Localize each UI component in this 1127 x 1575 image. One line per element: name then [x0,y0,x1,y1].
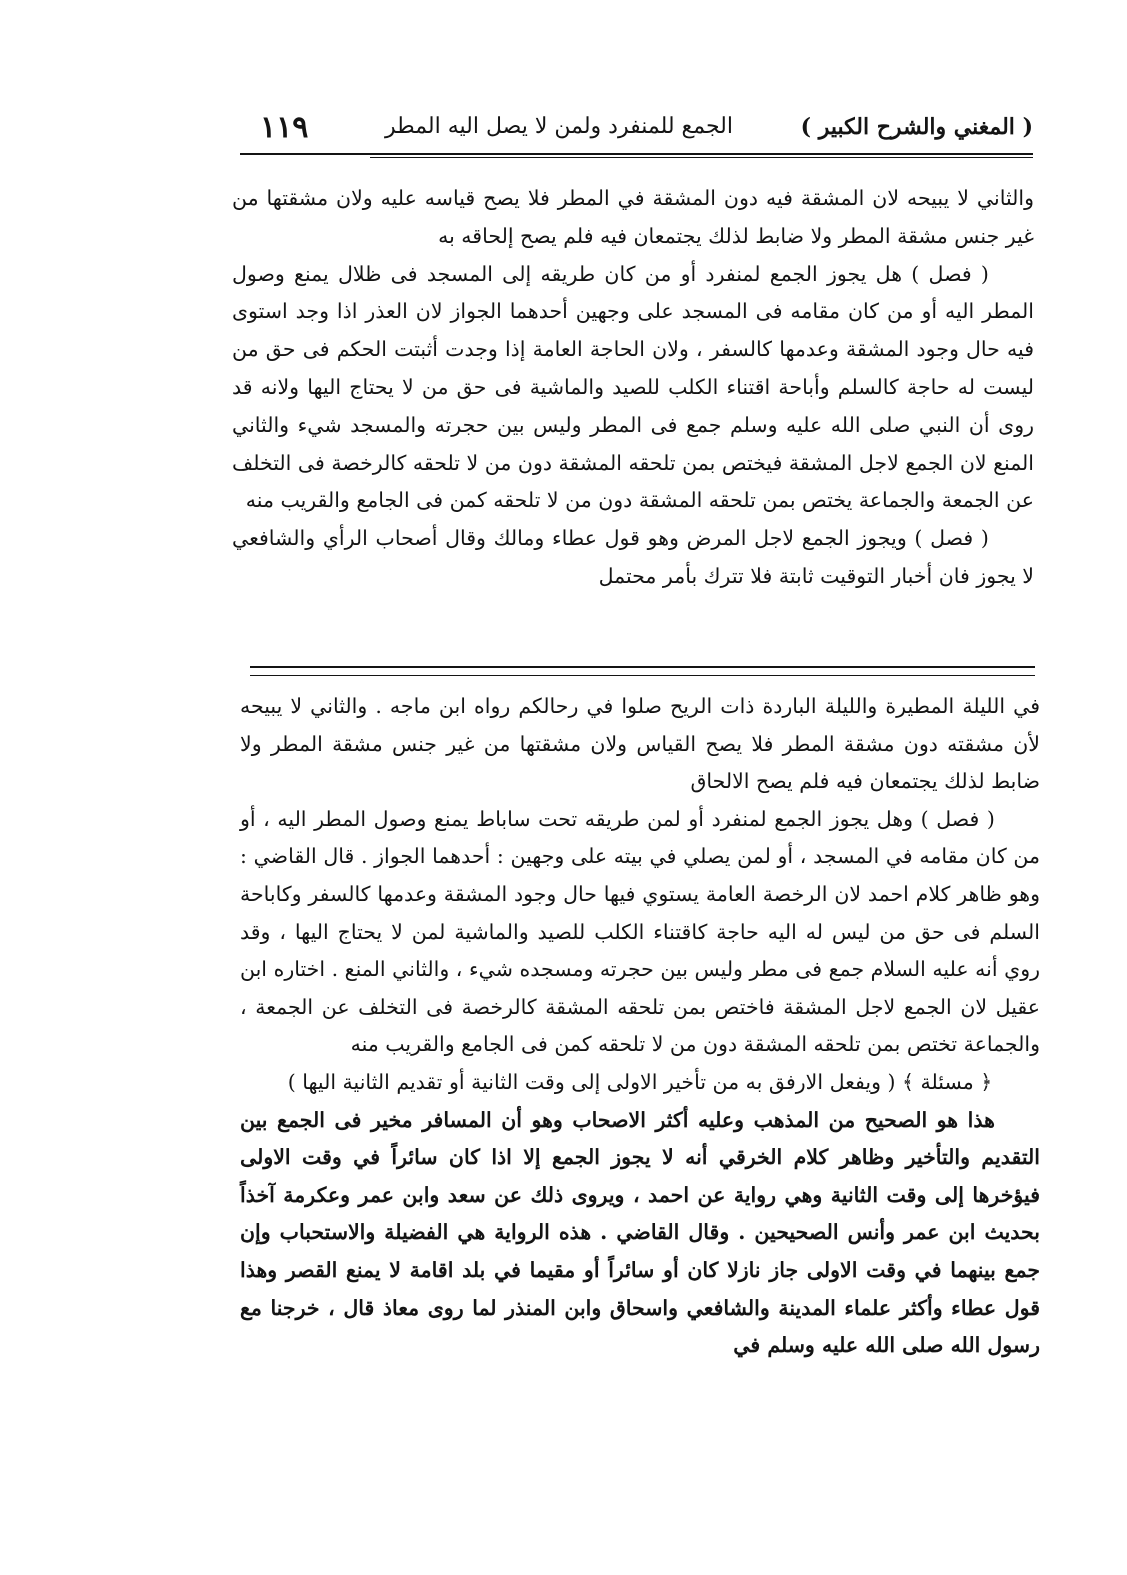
paragraph: ( فصل ) ويجوز الجمع لاجل المرض وهو قول عطاء ومالك وقال أصحاب الرأي والشافعي لا يجوز فان أخبار التوقيت ثابتة فلا تترك بأمر محتمل [232,526,1034,588]
page-number: ١١٩ [260,110,309,145]
paragraph: ( فصل ) وهل يجوز الجمع لمنفرد أو لمن طريقه تحت ساباط يمنع وصول المطر اليه ، أو من كان مقامه في المسجد ، أو لمن يصلي في بيته على وجهين : أحدهما الجواز . قال القاضي : وهو ظاهر كلام احمد لان الرخصة العامة يستوي فيها حال وجود المشقة وعدمها كالسفر وكاباحة السلم فى حق من ليس له اليه حاجة كاقتناء الكلب للصيد والماشية لمن لا يحتاج اليها ، وقد روي أنه عليه السلام جمع فى مطر وليس بين حجرته ومسجده شيء ، والثاني المنع . اختاره ابن عقيل لان الجمع لاجل المشقة فاختص بمن تلحقه المشقة كالرخصة فى التخلف عن الجمعة ، والجماعة تختص بمن تلحقه المشقة دون من لا تلحقه كمن فى الجامع والقريب منه [240,806,1040,1057]
paragraph: والثاني لا يبيحه لان المشقة فيه دون المشقة في المطر فلا يصح قياسه عليه ولان مشقتها من غير جنس مشقة المطر ولا ضابط لذلك يجتمعان فيه فلم يصح إلحاقه به [232,186,1034,248]
paragraph: في الليلة المطيرة والليلة الباردة ذات الريح صلوا في رحالكم رواه ابن ماجه . والثاني لا يبيحه لأن مشقته دون مشقة المطر فلا يصح القياس ولان مشقتها من غير جنس مشقة المطر ولا ضابط لذلك يجتمعان فيه فلم يصح الالحاق [240,694,1040,794]
section-divider [250,666,1035,676]
book-title: ( المغني والشرح الكبير ) [800,114,1033,140]
chapter-title: الجمع للمنفرد ولمن لا يصل اليه المطر [385,114,733,139]
page-header [240,108,1033,158]
upper-text-block [232,180,1034,596]
header-rule-thin [370,157,1033,158]
masala-heading: ﴿ مسئلة ﴾ ( ويفعل الارفق به من تأخير الاولى إلى وقت الثانية أو تقديم الثانية اليها ) [287,1069,993,1094]
lower-text-block [240,688,1040,1365]
paragraph-bold: هذا هو الصحيح من المذهب وعليه أكثر الاصحاب وهو أن المسافر مخير فى الجمع بين التقديم والتأخير وظاهر كلام الخرقي أنه لا يجوز الجمع إلا اذا كان سائراً في وقت الاولى فيؤخرها إلى وقت الثانية وهي رواية عن احمد ، ويروى ذلك عن سعد وابن عمر وعكرمة آخذاً بحديث ابن عمر وأنس الصحيحين . وقال القاضي . هذه الرواية هي الفضيلة والاستحباب وإن جمع بينهما في وقت الاولى جاز نازلا كان أو سائراً أو مقيما في بلد اقامة لا يمنع القصر وهذا قول عطاء وأكثر علماء المدينة والشافعي واسحاق وابن المنذر لما روى معاذ قال ، خرجنا مع رسول الله صلى الله عليه وسلم في [240,1107,1040,1358]
paragraph: ( فصل ) هل يجوز الجمع لمنفرد أو من كان طريقه إلى المسجد فى ظلال يمنع وصول المطر اليه أو من كان مقامه فى المسجد على وجهين أحدهما الجواز لان العذر اذا وجد استوى فيه حال وجود المشقة وعدمها كالسفر ، ولان الحاجة العامة إذا وجدت أثبتت الحكم فى حق من ليست له حاجة كالسلم وأباحة اقتناء الكلب للصيد والماشية فى حق من لا يحتاج اليها ولانه قد روى أن النبي صلى الله عليه وسلم جمع فى المطر وليس بين حجرته والمسجد شيء والثاني المنع لان الجمع لاجل المشقة فيختص بمن تلحقه المشقة دون من لا تلحقه كالرخصة فى التخلف عن الجمعة والجماعة يختص بمن تلحقه المشقة دون من لا تلحقه كمن فى الجامع والقريب منه [232,261,1034,513]
header-rule [240,153,1033,155]
masala-block [240,1064,1040,1365]
